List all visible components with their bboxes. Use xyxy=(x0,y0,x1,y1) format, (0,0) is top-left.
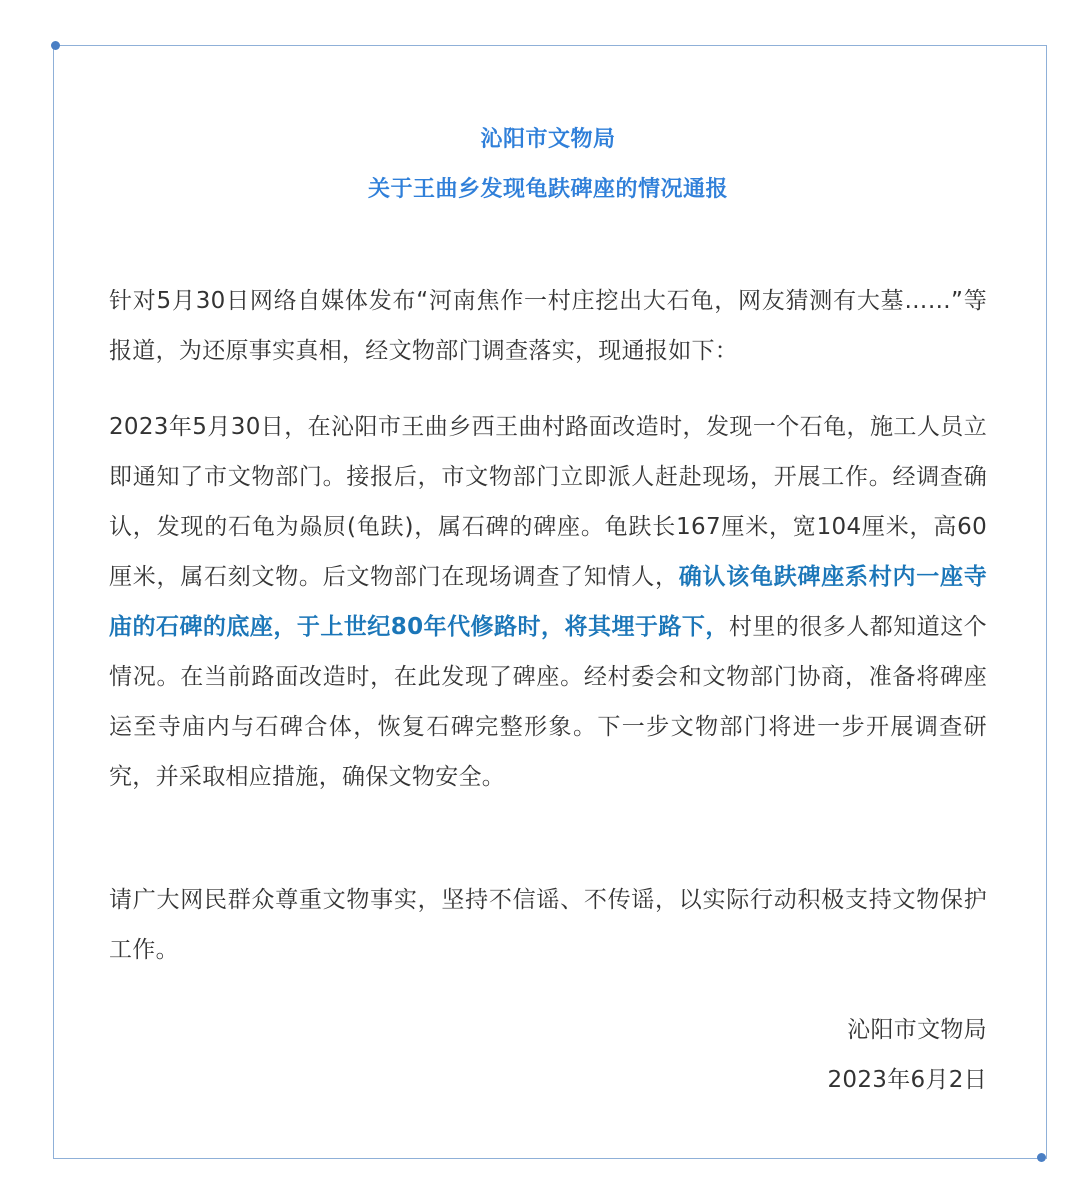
signature-organization: 沁阳市文物局 xyxy=(847,1017,987,1043)
paragraph-appeal: 请广大网民群众尊重文物事实，坚持不信谣、不传谣，以实际行动积极支持文物保护工作。 xyxy=(109,887,987,963)
frame-bottom-line xyxy=(53,1158,1042,1159)
signature-date: 2023年6月2日 xyxy=(827,1067,987,1093)
issuing-organization: 沁阳市文物局 xyxy=(480,127,616,152)
frame-top-line xyxy=(57,45,1046,46)
details-text-part-2: 村里的很多人都知道这个情况。在当前路面改造时，在此发现了碑座。经村委会和文物部门协商，准备将碑座运至寺庙内与石碑合体，恢复石碑完整形象。下一步文物部门将进一步开展调查研究，并采取相应措施，确保文物安全。 xyxy=(109,614,987,790)
frame-right-line xyxy=(1046,45,1047,1159)
details-text-part-1: 2023年5月30日，在沁阳市王曲乡西王曲村路面改造时，发现一个石龟，施工人员立即通知了市文物部门。接报后，市文物部门立即派人赶赴现场，开展工作。经调查确认，发现的石龟为赑屃(龟趺)，属石碑的碑座。龟趺长167厘米，宽104厘米，高60厘米，属石刻文物。后文物部门在现场调查了知情人， xyxy=(109,414,987,590)
paragraph-details xyxy=(109,402,987,802)
notice-title: 关于王曲乡发现龟趺碑座的情况通报 xyxy=(367,177,728,202)
frame-corner-dot-bottom-right xyxy=(1037,1153,1046,1162)
frame-left-line xyxy=(53,45,54,1159)
highlighted-finding: 确认该龟趺碑座系村内一座寺庙的石碑的底座，于上世纪80年代修路时，将其埋于路下， xyxy=(109,564,987,640)
frame-corner-dot-top-left xyxy=(51,41,60,50)
paragraph-intro: 针对5月30日网络自媒体发布“河南焦作一村庄挖出大石龟，网友猜测有大墓……”等报道，为还原事实真相，经文物部门调查落实，现通报如下： xyxy=(109,288,987,364)
